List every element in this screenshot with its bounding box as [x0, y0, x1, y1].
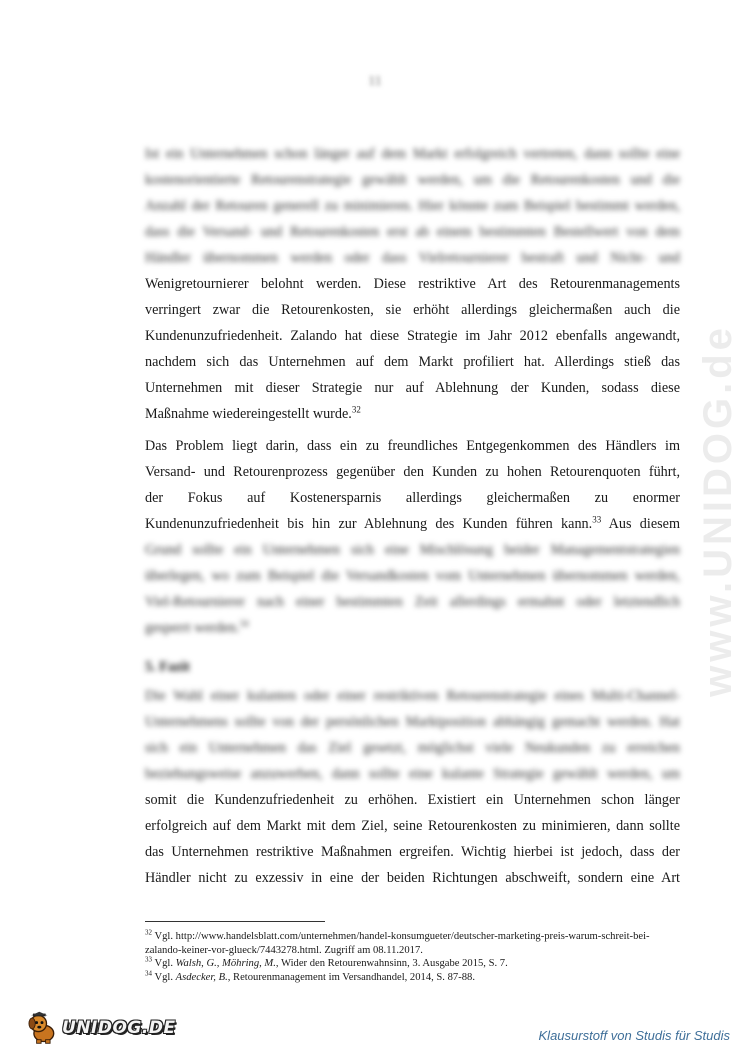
blurred-line — [145, 615, 680, 641]
footnote-text: Vgl. — [154, 971, 176, 983]
footnote-author: Asdecker, B. — [175, 971, 228, 983]
text-line: Das Problem liegt darin, dass ein zu freundliches Entgegenkommen des Händlers im — [145, 438, 680, 454]
footnote-number: 34 — [145, 968, 152, 977]
blurred-line: Ist ein Unternehmen schon länger auf dem Markt erfolgreich vertreten, dann sollte eine — [145, 146, 680, 162]
text-line: somit die Kundenzufriedenheit zu erhöhen. Existiert ein Unternehmen schon länger — [145, 792, 680, 808]
blurred-line: dass die Versand- und Retourenkosten erst ab einem bestimmten Bestellwert von dem — [145, 224, 680, 240]
footer-slogan: Klausurstoff von Studis für Studis — [538, 1028, 730, 1043]
blurred-line: beziehungsweise anzuwerben, dann sollte eine kulante Strategie gewählt werden, um — [145, 766, 680, 782]
footnote-ref: 33 — [592, 514, 602, 525]
footnote-divider — [145, 921, 325, 922]
paragraph-2 — [145, 433, 680, 641]
footnote-ref: 32 — [351, 404, 361, 415]
text-line: Unternehmen mit dieser Strategie nur auf Ablehnung der Kunden, sodass diese — [145, 380, 680, 396]
footnote — [145, 968, 685, 985]
text-line: Kundenunzufriedenheit. Zalando hat diese Strategie im Jahr 2012 ebenfalls angewandt, — [145, 328, 680, 344]
footnote-text: Vgl. http://www.handelsblatt.com/unternehmen/handel-konsumgueter/deutscher-marketing-preis-warum-schreit-bei-zalando-keiner-vor-glueck/7443278.html. Zugriff am 08.11.2017. — [145, 931, 650, 956]
text-line: erfolgreich auf dem Markt mit dem Ziel, seine Retourenkosten zu minimieren, dann sollte — [145, 818, 680, 834]
watermark-text: www.UNIDOG.de — [695, 323, 740, 697]
text-line-tail: Aus diesem — [601, 516, 680, 532]
text-line — [145, 511, 680, 537]
unidog-logo[interactable] — [24, 1010, 176, 1046]
text-line-content: gesperrt werden. — [145, 620, 240, 636]
blurred-line: Viel-Retournierer nach einer bestimmten Zeit allerdings ermahnt oder letztendlich — [145, 594, 680, 610]
text-line: der Fokus auf Kostenersparnis allerdings gleichermaßen zu enormer — [145, 490, 680, 506]
page-number: 11 — [368, 74, 382, 89]
text-line: Händler nicht zu exzessiv in eine der beiden Richtungen abschweift, sondern eine Art — [145, 870, 680, 886]
logo-text: UNIDOG.DE — [62, 1018, 176, 1038]
text-line-content: Maßnahme wiedereingestellt wurde. — [145, 406, 352, 422]
blurred-line: Anzahl der Retouren generell zu minimieren. Hier könnte zum Beispiel bestimmt werden, — [145, 198, 680, 214]
blurred-line: überlegen, wo zum Beispiel die Versandkosten vom Unternehmen übernommen werden, — [145, 568, 680, 584]
text-line: Versand- und Retourenprozess gegenüber den Kunden zu hohen Retourenquoten führt, — [145, 464, 680, 480]
paragraph-3 — [145, 683, 680, 891]
dog-icon — [24, 1010, 60, 1046]
section-heading: 5. Fazit — [145, 659, 190, 675]
text-line: nachdem sich das Unternehmen auf dem Markt profiliert hat. Allerdings stieß das — [145, 354, 680, 370]
footnote-text: Vgl. — [154, 958, 176, 969]
text-line — [145, 401, 680, 427]
footnote-text: , Retourenmanagement im Versandhandel, 2014, S. 87-88. — [227, 971, 475, 983]
blurred-line: Unternehmens sollte von der persönlichen Marktposition abhängig gemacht werden. Hat — [145, 714, 680, 730]
footnote-author: Walsh, G., Möhring, M. — [175, 958, 276, 969]
blurred-line: Grund sollte ein Unternehmen sich eine Mischlösung beider Managementstrategien — [145, 542, 680, 558]
footnote — [145, 930, 685, 957]
footnote-ref: 34 — [239, 618, 249, 629]
text-line-content: Kundenunzufriedenheit bis hin zur Ablehnung des Kunden führen kann. — [145, 516, 593, 532]
text-line: Wenigretournierer belohnt werden. Diese restriktive Art des Retourenmanagements — [145, 276, 680, 292]
footnote — [145, 957, 685, 971]
footnote-number: 32 — [145, 928, 152, 937]
text-line: verringert zwar die Retourenkosten, sie erhöht allerdings gleichermaßen auch die — [145, 302, 680, 318]
footnote-number: 33 — [145, 955, 152, 964]
footnotes — [145, 930, 685, 984]
blurred-line: sich ein Unternehmen das Ziel gesetzt, möglichst viele Neukunden zu erreichen — [145, 740, 680, 756]
side-watermark — [688, 280, 748, 740]
blurred-line: kostenorientierte Retourenstrategie gewählt werden, um die Retourenkosten und die — [145, 172, 680, 188]
footnote-text: , Wider den Retourenwahnsinn, 3. Ausgabe 2015, S. 7. — [275, 958, 508, 969]
blurred-line: Händler übernommen werden oder dass Vielretournierer bestraft und Nicht- und — [145, 250, 680, 266]
blurred-line: Die Wahl einer kulanten oder einer restriktiven Retourenstrategie eines Multi-Channel- — [145, 688, 680, 704]
paragraph-1 — [145, 141, 680, 427]
text-line: das Unternehmen restriktive Maßnahmen ergreifen. Wichtig hierbei ist jedoch, dass der — [145, 844, 680, 860]
